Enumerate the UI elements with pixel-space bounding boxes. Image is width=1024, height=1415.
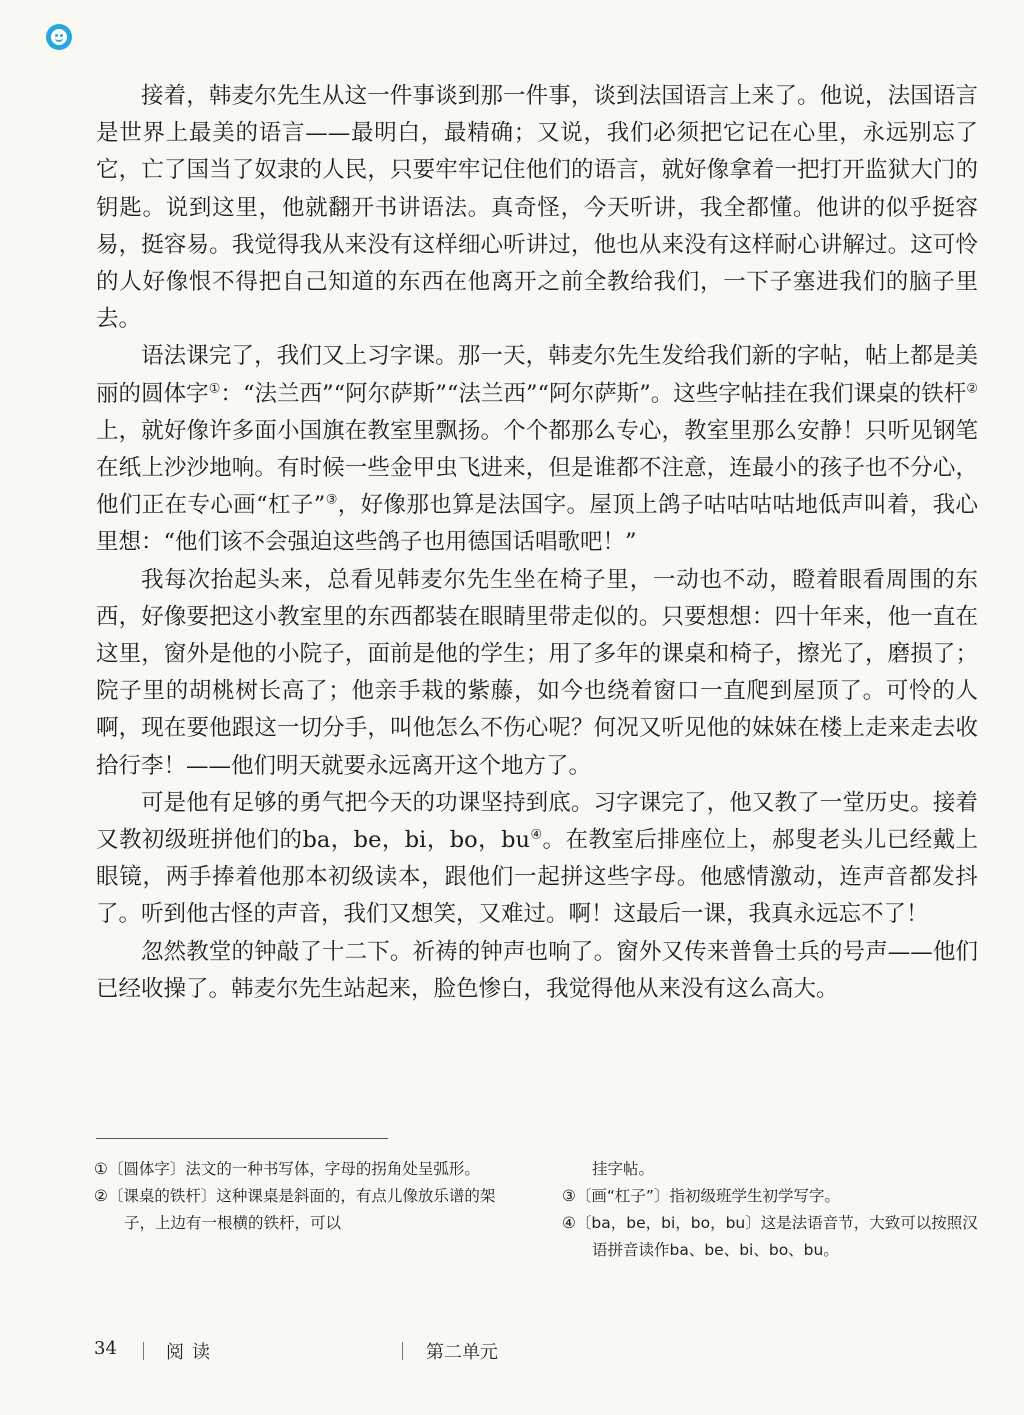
footnote-2: ②〔课桌的铁杆〕这种课桌是斜面的，有点儿像放乐谱的架子，上边有一根横的铁杆，可以	[94, 1187, 496, 1232]
paragraph-4-part-a: 可是他有足够的勇气把今天的功课坚持到底。习字课完了，他又教了一堂历史。接着又教初级班拼他们的ba，be，bi，bo，bu	[96, 789, 978, 854]
footnote-1: ①〔圆体字〕法文的一种书写体，字母的拐角处呈弧形。	[94, 1160, 480, 1178]
paragraph-3: 我每次抬起头来，总看见韩麦尔先生坐在椅子里，一动也不动，瞪着眼看周围的东西，好像要把这小教室里的东西都装在眼睛里带走似的。只要想想：四十年来，他一直在这里，窗外是他的小院子，面前是他的学生；用了多年的课桌和椅子，擦光了，磨损了；院子里的胡桃树长高了；他亲手栽的紫藤，如今也绕着窗口一直爬到屋顶了。可怜的人啊，现在要他跟这一切分手，叫他怎么不伤心呢？何况又听见他的妹妹在楼上走来走去收拾行李！——他们明天就要永远离开这个地方了。	[96, 566, 978, 779]
footnotes-left-column	[94, 1156, 514, 1237]
smiley-face-icon	[46, 24, 72, 50]
footer-separator-2	[402, 1342, 403, 1360]
paragraph-4-part-b: 。在教室后排座位上，郝叟老头儿已经戴上眼镜，两手捧着他那本初级读本，跟他们一起拼这些字母。他感情激动，连声音都发抖了。听到他古怪的声音，我们又想笑，又难过。啊！这最后一课，我真永远忘不了！	[96, 827, 978, 928]
footer-separator-1	[143, 1342, 144, 1360]
smiley-face-inner	[51, 29, 67, 45]
paragraph-4	[96, 785, 978, 934]
page-footer	[0, 1338, 1024, 1368]
paragraph-2-part-c: 上，就好像许多面小国旗在教室里飘扬。个个都那么专心，教室里那么安静！只听见钢笔在纸上沙沙地响。有时候一些金甲虫飞进来，但是谁都不注意，连最小的孩子也不分心，他们正在专心画“杠子”	[96, 417, 978, 519]
footnote-marker-2: ②	[966, 381, 978, 397]
smiley-left-eye	[55, 34, 58, 37]
smiley-right-eye	[60, 34, 63, 37]
paragraph-2	[96, 338, 978, 561]
paragraph-2-part-d: ，好像那也算是法国字。屋顶上鸽子咕咕咕咕地低声叫着，我心里想：“他们该不会强迫这些鸽子也用德国话唱歌吧！”	[96, 492, 978, 556]
page-number: 34	[94, 1338, 117, 1359]
footnote-marker-4: ④	[530, 827, 543, 843]
smiley-mouth	[55, 38, 63, 42]
footnote-3: ③〔画“杠子”〕指初级班学生初学写字。	[562, 1187, 840, 1205]
footnote-divider	[96, 1138, 388, 1139]
paragraph-1: 接着，韩麦尔先生从这一件事谈到那一件事，谈到法国语言上来了。他说，法国语言是世界上最美的语言——最明白，最精确；又说，我们必须把它记在心里，永远别忘了它，亡了国当了奴隶的人民，只要牢牢记住他们的语言，就好像拿着一把打开监狱大门的钥匙。说到这里，他就翻开书讲语法。真奇怪，今天听讲，我全都懂。他讲的似乎挺容易，挺容易。我觉得我从来没有这样细心听讲过，他也从来没有这样耐心讲解过。这可怜的人好像恨不得把自己知道的东西在他离开之前全教给我们，一下子塞进我们的脑子里去。	[96, 83, 978, 333]
paragraph-2-part-b: ：“法兰西”“阿尔萨斯”“法兰西”“阿尔萨斯”。这些字帖挂在我们课桌的铁杆	[220, 380, 967, 407]
section-label: 阅读	[166, 1342, 218, 1363]
unit-label: 第二单元	[426, 1342, 498, 1363]
main-text	[96, 78, 978, 1008]
paragraph-5: 忽然教堂的钟敲了十二下。祈祷的钟声也响了。窗外又传来普鲁士兵的号声——他们已经收操了。韩麦尔先生站起来，脸色惨白，我觉得他从来没有这么高大。	[96, 938, 978, 1002]
paragraph-2-part-a: 语法课完了，我们又上习字课。那一天，韩麦尔先生发给我们新的字帖，帖上都是美丽的圆体字	[96, 343, 978, 407]
footnotes-right-column	[562, 1156, 982, 1264]
footnote-4: ④〔ba，be，bi，bo，bu〕这是法语音节，大致可以按照汉语拼音读作ba、be、bi、bo、bu。	[562, 1214, 978, 1259]
footnote-marker-1: ①	[208, 381, 221, 397]
footnote-marker-3: ③	[325, 492, 338, 508]
footnote-2-continued: 挂字帖。	[592, 1160, 655, 1178]
